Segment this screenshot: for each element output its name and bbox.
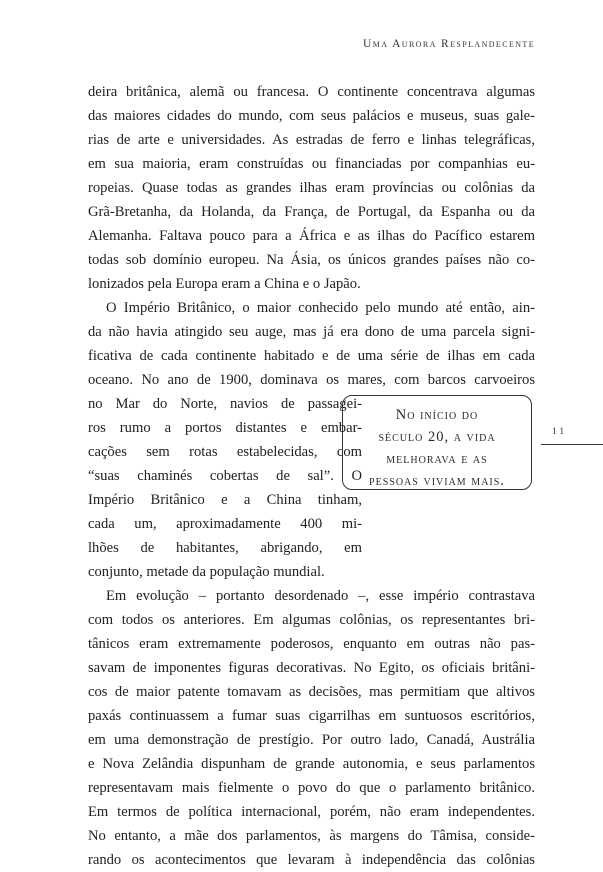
running-head: Uma Aurora Resplandecente — [363, 38, 535, 50]
pull-quote-line: melhorava e as — [386, 451, 488, 467]
page-number-rule — [541, 444, 603, 445]
text-line: Em termos de política internacional, porém, não eram independentes. — [88, 804, 535, 820]
text-line: conjunto, metade da população mundial. — [88, 564, 325, 580]
text-line: todas sob domínio europeu. Na Ásia, os únicos grandes países não co- — [88, 252, 535, 268]
text-line: e Nova Zelândia dispunham de grande autonomia, e seus parlamentos — [88, 756, 535, 772]
text-line: lhões de habitantes, abrigando, em — [88, 540, 362, 556]
text-line: ros rumo a portos distantes e embar- — [88, 420, 362, 436]
text-line: tânicos eram extremamente poderosos, enquanto em outras não pas- — [88, 636, 535, 652]
text-line: deira britânica, alemã ou francesa. O continente concentrava algumas — [88, 84, 535, 100]
text-line: no Mar do Norte, navios de passagei- — [88, 396, 362, 412]
page-number: 11 — [552, 427, 568, 437]
text-line: Em evolução – portanto desordenado –, esse império contrastava — [106, 588, 535, 604]
text-line: Alemanha. Faltava pouco para a África e as ilhas do Pacífico estarem — [88, 228, 535, 244]
pull-quote-line: século 20, a vida — [378, 429, 496, 445]
text-line: em uma demonstração de prestígio. Por outro lado, Canadá, Austrália — [88, 732, 535, 748]
text-line: representavam mais fielmente o povo do que o parlamento britânico. — [88, 780, 535, 796]
text-line: Império Britânico e a China tinham, — [88, 492, 362, 508]
text-line: cações sem rotas estabelecidas, com — [88, 444, 362, 460]
text-line: ropeias. Quase todas as grandes ilhas eram províncias ou colônias da — [88, 180, 535, 196]
text-line: rando os acontecimentos que levaram à independência das colônias — [88, 852, 535, 868]
text-line: oceano. No ano de 1900, dominava os mares, com barcos carvoeiros — [88, 372, 535, 388]
text-line: rias de arte e universidades. As estradas de ferro e linhas telegráficas, — [88, 132, 535, 148]
text-line: lonizados pela Europa eram a China e o Japão. — [88, 276, 361, 292]
text-line: No entanto, a mãe dos parlamentos, às margens do Tâmisa, conside- — [88, 828, 535, 844]
text-line: com todos os anteriores. Em algumas colônias, os representantes bri- — [88, 612, 535, 628]
text-line: “suas chaminés cobertas de sal”. O — [88, 468, 362, 484]
text-line: das maiores cidades do mundo, com seus palácios e museus, suas gale- — [88, 108, 535, 124]
text-line: cada um, aproximadamente 400 mi- — [88, 516, 362, 532]
text-line: ficativa de cada continente habitado e de uma série de ilhas em cada — [88, 348, 535, 364]
text-line: Grã-Bretanha, da Holanda, da França, de Portugal, da Espanha ou da — [88, 204, 535, 220]
text-line: O Império Britânico, o maior conhecido pelo mundo até então, ain- — [106, 300, 535, 316]
pull-quote-line: No início do — [395, 407, 479, 423]
text-line: cos de maior patente tomavam as decisões, mas permitiam que altivos — [88, 684, 535, 700]
text-line: em sua maioria, eram construídas ou financiadas por companhias eu- — [88, 156, 535, 172]
text-line: savam de imponentes figuras decorativas. No Egito, os oficiais britâni- — [88, 660, 535, 676]
text-line: paxás continuassem a fumar suas cigarrilhas em suntuosos escritórios, — [88, 708, 535, 724]
text-line: da não havia atingido seu auge, mas já era dono de uma parcela signi- — [88, 324, 535, 340]
pull-quote-box — [342, 395, 532, 490]
pull-quote-line: pessoas viviam mais. — [369, 473, 505, 489]
